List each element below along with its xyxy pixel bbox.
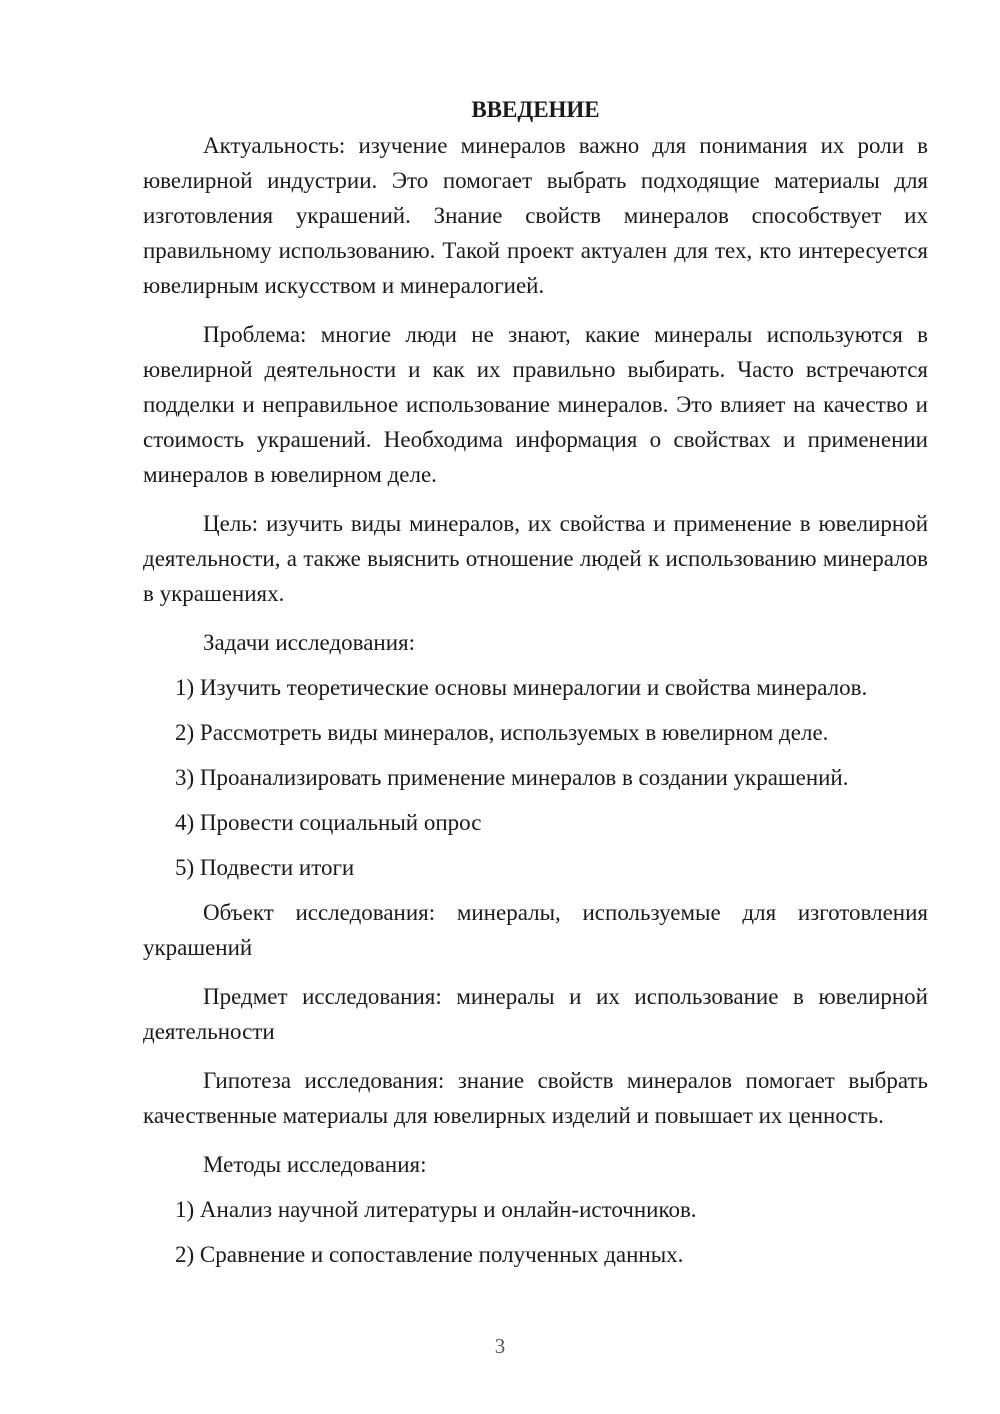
task-item: 2) Рассмотреть виды минералов, используемых в ювелирном деле. (175, 720, 829, 745)
tasks-label: Задачи исследования: (203, 630, 416, 655)
object-paragraph: Объект исследования: минералы, используемые для изготовления украшений (143, 900, 928, 960)
page-number: 3 (494, 1334, 506, 1358)
problem-paragraph: Проблема: многие люди не знают, какие минералы используются в ювелирной деятельности и как их правильно выбирать. Часто встречаются подделки и неправильное использование минералов. Это влияет на качество и стоимость украшений. Необходима информация о свойствах и применении минералов в ювелирном деле. (143, 322, 928, 487)
method-item: 1) Анализ научной литературы и онлайн-источников. (175, 1197, 697, 1222)
methods-label: Методы исследования: (203, 1152, 427, 1177)
method-item: 2) Сравнение и сопоставление полученных данных. (175, 1242, 684, 1267)
task-item: 3) Проанализировать применение минералов в создании украшений. (175, 765, 849, 790)
task-item: 4) Провести социальный опрос (175, 810, 482, 835)
task-item: 1) Изучить теоретические основы минералогии и свойства минералов. (175, 675, 868, 700)
subject-paragraph: Предмет исследования: минералы и их использование в ювелирной деятельности (143, 984, 928, 1044)
task-item: 5) Подвести итоги (175, 855, 355, 880)
hypothesis-paragraph: Гипотеза исследования: знание свойств минералов помогает выбрать качественные материалы для ювелирных изделий и повышает их ценность. (143, 1068, 928, 1128)
goal-paragraph: Цель: изучить виды минералов, их свойства и применение в ювелирной деятельности, а также выяснить отношение людей к использованию минералов в украшениях. (143, 511, 928, 606)
document-page (143, 94, 928, 1282)
section-heading: ВВЕДЕНИЕ (471, 97, 600, 122)
relevance-paragraph: Актуальность: изучение минералов важно для понимания их роли в ювелирной индустрии. Это помогает выбрать подходящие материалы для изготовления украшений. Знание свойств минералов способствует их правильному использованию. Такой проект актуален для тех, кто интересуется ювелирным искусством и минералогией. (143, 133, 928, 298)
